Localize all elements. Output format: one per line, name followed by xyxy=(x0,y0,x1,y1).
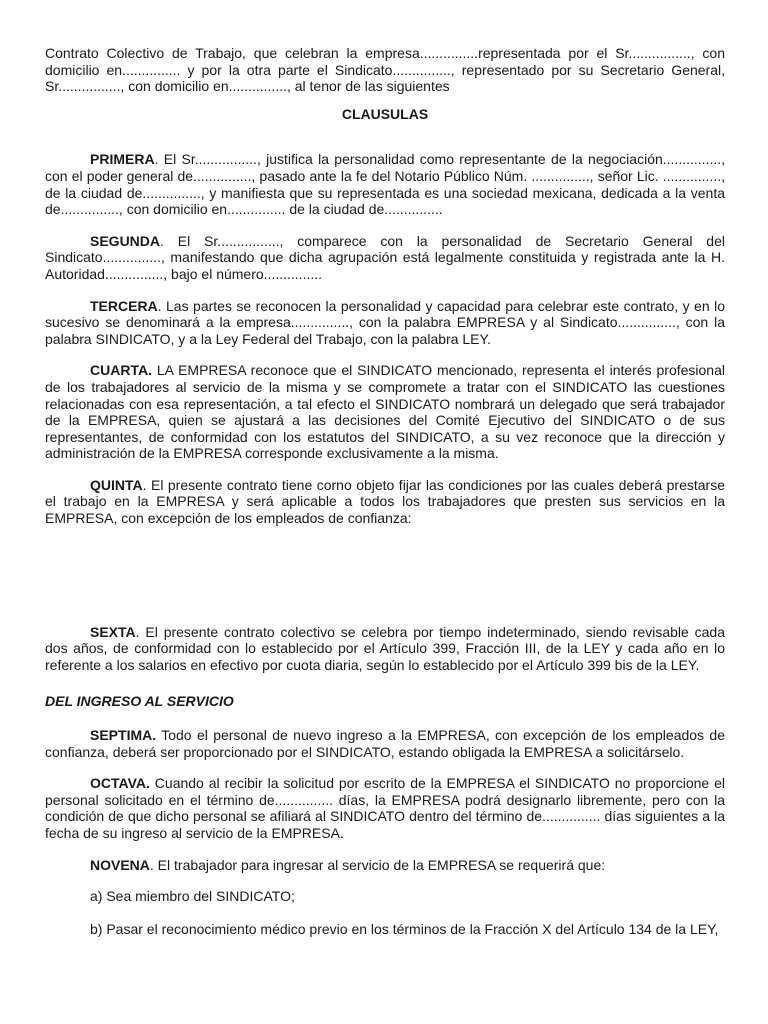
clause-text: Todo el personal de nuevo ingreso a la EMPRESA, con excepción de los empleados de confianza, deberá ser proporcionado por el SINDICATO, estando obligada la EMPRESA a solicitárselo. xyxy=(45,727,725,760)
clause-label: SEPTIMA. xyxy=(90,727,157,744)
document-page xyxy=(45,45,725,953)
blank-space xyxy=(45,542,725,624)
clause-label: NOVENA xyxy=(90,856,150,873)
clause-label: SEGUNDA xyxy=(90,232,161,249)
list-item: a) Sea miembro del SINDICATO; xyxy=(90,888,295,905)
clause-octava xyxy=(45,775,725,841)
clause-text: . El Sr................, justifica la personalidad como representante de la negociación..............., con el poder general de..............., pasado ante la fe del Notario Público Núm. ..............., señor Lic. ..............., de la ciudad de..............., y manifiesta que su representada es una sociedad mexicana, dedicada a la venta de..............., con domicilio en............... de la ciudad de............... xyxy=(45,151,725,218)
clause-text: . El trabajador para ingresar al servicio de la EMPRESA se requerirá que: xyxy=(149,856,606,873)
clause-text: Cuando al recibir la solicitud por escrito de la EMPRESA el SINDICATO no proporcione el personal solicitado en el término de............... días, la EMPRESA podrá designarlo libremente, pero con la condición de que dicho personal se afiliará al SINDICATO dentro del término de............... días siguientes a la fecha de su ingreso al servicio de la EMPRESA. xyxy=(45,775,725,841)
clause-label: TERCERA xyxy=(90,297,158,314)
clause-label: PRIMERA xyxy=(90,151,155,168)
clause-novena xyxy=(45,857,725,874)
clause-quinta xyxy=(45,477,725,527)
clause-text: LA EMPRESA reconoce que el SINDICATO mencionado, representa el interés profesional de los trabajadores al servicio de la misma y se compromete a tratar con el SINDICATO las cuestiones relacionadas con esa representación, a tal efecto el SINDICATO nombrará un delegado que será trabajador de la EMPRESA, quien se ajustará a las decisiones del Comité Ejecutivo del SINDICATO o de sus representantes, de conformidad con los estatutos del SINDICATO, a su vez reconoce que la dirección y administración de la EMPRESA corresponde exclusivamente a la misma. xyxy=(45,362,725,462)
clause-primera xyxy=(45,151,725,217)
clause-label: SEXTA xyxy=(90,623,136,640)
clause-text: . El presente contrato colectivo se celebra por tiempo indeterminado, siendo revisable cada dos años, de conformidad con lo establecido por el Artículo 399, Fracción III, de la LEY y cada año en lo referente a los salarios en efectivo por cuota diaria, según lo establecido por el Artículo 399 bis de la LEY. xyxy=(45,623,725,673)
clause-label: CUARTA. xyxy=(90,362,152,379)
list-item: b) Pasar el reconocimiento médico previo en los términos de la Fracción X del Artículo 134 de la LEY, xyxy=(90,920,719,937)
section-heading: DEL INGRESO AL SERVICIO xyxy=(45,693,234,710)
clause-sexta xyxy=(45,624,725,674)
clause-label: OCTAVA. xyxy=(90,775,150,792)
clausulas-heading: CLAUSULAS xyxy=(341,105,429,122)
clause-segunda xyxy=(45,233,725,283)
clause-tercera xyxy=(45,298,725,348)
clause-text: . Las partes se reconocen la personalidad y capacidad para celebrar este contrato, y en lo sucesivo se denominará a la empresa..............., con la palabra EMPRESA y al Sindicato..............., con la palabra SINDICATO, y a la Ley Federal del Trabajo, con la palabra LEY. xyxy=(45,297,725,347)
clause-text: . El Sr................, comparece con la personalidad de Secretario General del Sindicato..............., manifestando que dicha agrupación está legalmente constituida y registrada ante la H. Autoridad..............., bajo el número............... xyxy=(45,232,725,282)
clause-cuarta xyxy=(45,362,725,462)
intro-paragraph: Contrato Colectivo de Trabajo, que celebran la empresa...............representada por el Sr................, con domicilio en............... y por la otra parte el Sindicato..............., representado por su Secretario General, Sr................, con domicilio en..............., al tenor de las siguientes xyxy=(45,45,725,95)
clause-text: . El presente contrato tiene corno objeto fijar las condiciones por las cuales deberá prestarse el trabajo en la EMPRESA y será aplicable a todos los trabajadores que presten sus servicios en la EMPRESA, con excepción de los empleados de confianza: xyxy=(45,476,725,527)
clause-label: QUINTA xyxy=(90,476,143,493)
clause-septima xyxy=(45,727,725,760)
